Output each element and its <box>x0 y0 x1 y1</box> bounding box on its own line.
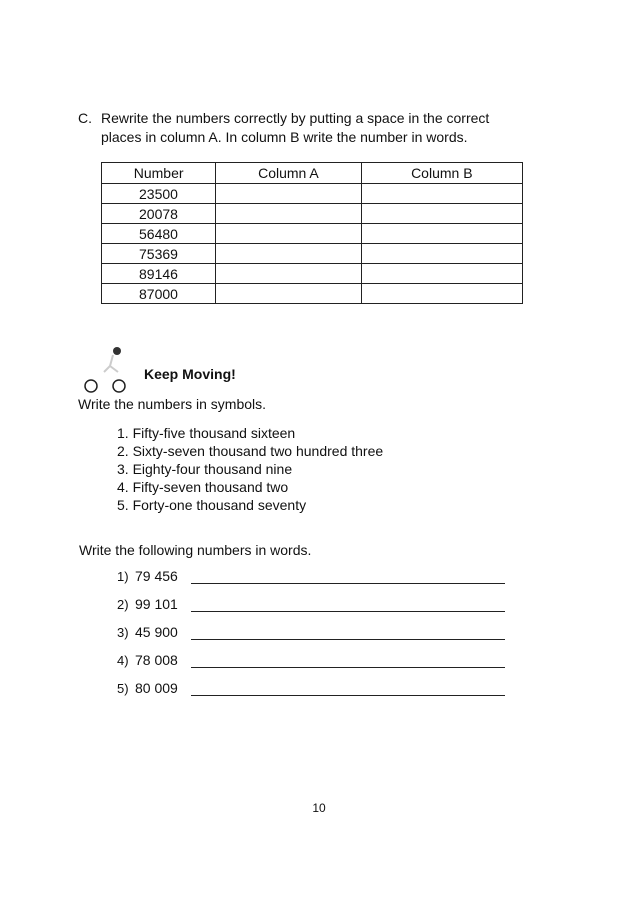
keep-moving-instruction: Write the numbers in symbols. <box>78 396 267 412</box>
table-row <box>102 264 523 284</box>
item-label: 2) <box>117 597 129 612</box>
table-row <box>102 184 523 204</box>
keep-moving-title: Keep Moving! <box>144 366 236 382</box>
list-item: 1. Fifty-five thousand sixteen <box>117 425 296 441</box>
answer-line[interactable] <box>191 667 505 668</box>
column-a-cell[interactable] <box>216 284 361 304</box>
column-b-cell[interactable] <box>361 284 522 304</box>
list-item <box>117 652 507 680</box>
list-item: 4. Fifty-seven thousand two <box>117 479 289 495</box>
number-cell: 89146 <box>102 264 216 284</box>
item-number: 80 009 <box>135 680 178 696</box>
column-a-cell[interactable] <box>216 204 361 224</box>
item-number: 45 900 <box>135 624 178 640</box>
item-label: 1) <box>117 569 129 584</box>
item-number: 78 008 <box>135 652 178 668</box>
page-number: 10 <box>312 801 326 815</box>
list-item: 2. Sixty-seven thousand two hundred three <box>117 443 384 459</box>
item-number: 99 101 <box>135 596 178 612</box>
number-cell: 87000 <box>102 284 216 304</box>
table-row <box>102 284 523 304</box>
item-label: 5) <box>117 681 129 696</box>
list-item: 5. Forty-one thousand seventy <box>117 497 307 513</box>
header-column-a: Column A <box>216 163 361 184</box>
words-list <box>117 568 507 708</box>
section-c-instruction-line2: places in column A. In column B write the number in words. <box>101 129 468 145</box>
column-b-cell[interactable] <box>361 184 522 204</box>
number-cell: 56480 <box>102 224 216 244</box>
column-a-cell[interactable] <box>216 184 361 204</box>
column-b-cell[interactable] <box>361 204 522 224</box>
words-instruction: Write the following numbers in words. <box>79 542 312 558</box>
column-a-cell[interactable] <box>216 264 361 284</box>
table-header-row <box>102 163 523 184</box>
item-number: 79 456 <box>135 568 178 584</box>
list-item <box>117 568 507 596</box>
section-c-instruction-line1: Rewrite the numbers correctly by putting a space in the correct <box>101 110 490 126</box>
bicycle-rider-icon <box>80 342 136 396</box>
item-label: 4) <box>117 653 129 668</box>
table-row <box>102 244 523 264</box>
list-item: 3. Eighty-four thousand nine <box>117 461 293 477</box>
table-row <box>102 224 523 244</box>
section-letter: C. <box>78 110 92 126</box>
number-cell: 20078 <box>102 204 216 224</box>
answer-line[interactable] <box>191 583 505 584</box>
list-item <box>117 624 507 652</box>
section-c <box>78 109 538 147</box>
list-item <box>117 596 507 624</box>
answer-line[interactable] <box>191 611 505 612</box>
header-number: Number <box>102 163 216 184</box>
table-row <box>102 204 523 224</box>
column-b-cell[interactable] <box>361 224 522 244</box>
list-item <box>117 680 507 708</box>
header-column-b: Column B <box>361 163 522 184</box>
column-a-cell[interactable] <box>216 224 361 244</box>
column-a-cell[interactable] <box>216 244 361 264</box>
item-label: 3) <box>117 625 129 640</box>
number-cell: 23500 <box>102 184 216 204</box>
answer-line[interactable] <box>191 639 505 640</box>
number-cell: 75369 <box>102 244 216 264</box>
column-b-cell[interactable] <box>361 264 522 284</box>
answer-table <box>101 162 523 304</box>
symbols-list <box>117 424 383 514</box>
column-b-cell[interactable] <box>361 244 522 264</box>
answer-line[interactable] <box>191 695 505 696</box>
